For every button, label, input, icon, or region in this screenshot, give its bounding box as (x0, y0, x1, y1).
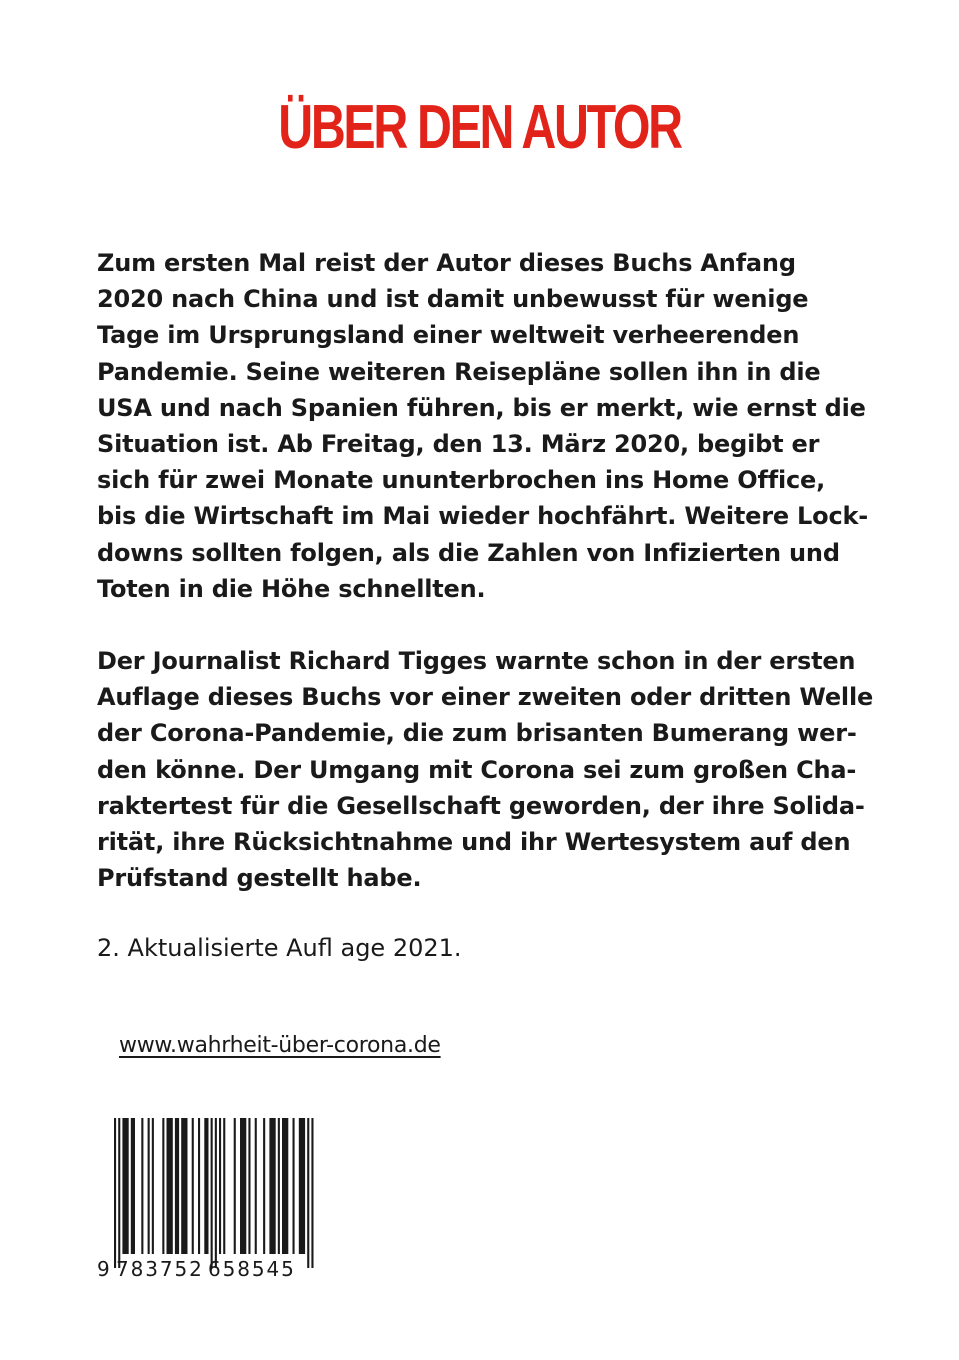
barcode-bar (118, 1118, 120, 1268)
barcode-bar (152, 1118, 154, 1254)
barcode-bar (282, 1118, 288, 1254)
paragraph-line: Zum ersten Mal reist der Autor dieses Buchs Anfang (97, 249, 796, 277)
barcode-bar (122, 1118, 128, 1254)
paragraph-line: Pandemie. Seine weiteren Reisepläne sollen ihn in die (97, 357, 821, 386)
paragraph-line: Toten in die Höhe schnellten. (97, 574, 486, 603)
author-paragraph-2 (97, 643, 877, 896)
paragraph-line: rität, ihre Rücksichtnahme und ihr Wertesystem auf den (97, 828, 851, 857)
barcode-bar (263, 1118, 265, 1254)
paragraph-line: 2020 nach China und ist damit unbewusst für wenige (97, 285, 809, 314)
barcode-bar (162, 1118, 164, 1254)
barcode-bar (269, 1118, 275, 1254)
paragraph-line: raktertest für die Gesellschaft geworden, der ihre Solida- (97, 791, 865, 820)
barcode-bar (114, 1118, 116, 1268)
barcode-bar (219, 1118, 221, 1254)
barcode-bar (141, 1118, 143, 1254)
paragraph-line: USA und nach Spanien führen, bis er merkt, wie ernst die (97, 393, 866, 422)
barcode-bar (255, 1118, 257, 1254)
page-title: ÜBER DEN AUTOR (278, 93, 681, 162)
paragraph-line: der Corona-Pandemie, die zum brisanten Bumerang wer- (97, 719, 857, 748)
paragraph-line: sich für zwei Monate ununterbrochen ins Home Office, (97, 466, 826, 495)
barcode-bar (131, 1118, 135, 1254)
edition-note: 2. Aktualisierte Aufl age 2021. (97, 934, 462, 962)
paragraph-line: Tage im Ursprungsland einer weltweit verheerenden (97, 321, 800, 350)
barcode-bar (198, 1118, 200, 1254)
barcode-bar (167, 1118, 173, 1254)
barcode-right-group: 658545 (208, 1257, 296, 1281)
barcode-bar (223, 1118, 225, 1254)
barcode-bar (311, 1118, 313, 1268)
paragraph-line: Der Journalist Richard Tigges warnte schon in der ersten (97, 647, 856, 675)
barcode-bar (148, 1118, 150, 1254)
barcode-bar (307, 1118, 309, 1268)
barcode-left-group: 783752 (116, 1257, 204, 1281)
barcode-bar (278, 1118, 280, 1254)
barcode-first-digit: 9 (97, 1257, 110, 1281)
website-link[interactable]: www.wahrheit-über-corona.de (119, 1033, 441, 1058)
barcode-bar (248, 1118, 250, 1254)
barcode-bar (293, 1118, 295, 1254)
barcode-number (96, 1254, 316, 1284)
barcode-bar (211, 1118, 213, 1268)
barcode-bar (192, 1118, 194, 1254)
paragraph-line: den könne. Der Umgang mit Corona sei zum großen Cha- (97, 755, 857, 784)
barcode-bar (204, 1118, 208, 1254)
barcode-bar (240, 1118, 246, 1254)
barcode-bar (234, 1118, 236, 1254)
paragraph-line: Prüfstand gestellt habe. (97, 864, 422, 893)
barcode-bar (181, 1118, 187, 1254)
barcode-bar (299, 1118, 305, 1254)
isbn-barcode (96, 1118, 316, 1288)
paragraph-line: bis die Wirtschaft im Mai wieder hochfährt. Weitere Lock- (97, 502, 868, 531)
barcode-bar (175, 1118, 179, 1254)
paragraph-line: downs sollten folgen, als die Zahlen von Infizierten und (97, 538, 840, 567)
paragraph-line: Auflage dieses Buchs vor einer zweiten oder dritten Welle (97, 683, 874, 712)
paragraph-line: Situation ist. Ab Freitag, den 13. März 2020, begibt er (97, 430, 820, 459)
barcode-bar (215, 1118, 217, 1268)
author-paragraph-1 (97, 245, 877, 607)
